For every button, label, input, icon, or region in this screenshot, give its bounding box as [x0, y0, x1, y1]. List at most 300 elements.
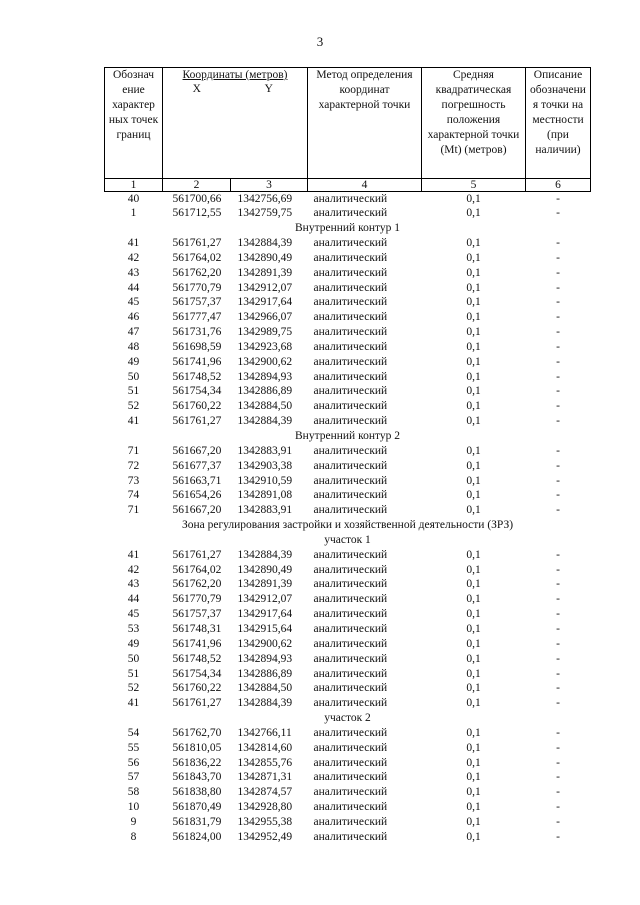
point-number-cell: 71	[127, 504, 140, 517]
table-row	[105, 667, 591, 682]
error-cell: 0,1	[466, 801, 481, 814]
y-coordinate-cell: 1342874,57	[237, 786, 293, 799]
column-number: 1	[105, 178, 163, 191]
point-number-cell: 41	[127, 415, 140, 428]
point-number-cell: 52	[127, 400, 140, 413]
description-cell: -	[556, 415, 560, 428]
x-coordinate-cell: 561748,52	[172, 370, 222, 383]
description-cell: -	[556, 251, 560, 264]
y-coordinate-cell: 1342883,91	[237, 504, 293, 517]
y-coordinate-cell: 1342886,89	[237, 385, 293, 398]
x-coordinate-cell: 561754,34	[172, 385, 222, 398]
description-cell: -	[556, 385, 560, 398]
point-number-cell: 41	[127, 548, 140, 561]
method-cell: аналитический	[313, 370, 388, 383]
error-cell: 0,1	[466, 415, 481, 428]
table-row	[105, 266, 591, 281]
error-cell: 0,1	[466, 400, 481, 413]
x-coordinate-cell: 561770,79	[172, 281, 222, 294]
section-title: Внутренний контур 1	[295, 222, 400, 235]
x-coordinate-cell: 561741,96	[172, 355, 222, 368]
description-cell: -	[556, 563, 560, 576]
table-row	[105, 355, 591, 370]
point-number-cell: 9	[130, 815, 137, 828]
method-cell: аналитический	[313, 593, 388, 606]
error-cell: 0,1	[466, 622, 481, 635]
x-coordinate-cell: 561731,76	[172, 326, 222, 339]
error-cell: 0,1	[466, 741, 481, 754]
point-number-cell: 56	[127, 756, 140, 769]
description-cell: -	[556, 593, 560, 606]
table-row	[105, 815, 591, 830]
x-coordinate-cell: 561677,37	[172, 459, 222, 472]
error-cell: 0,1	[466, 682, 481, 695]
method-cell: аналитический	[313, 697, 388, 710]
column-number: 5	[422, 178, 526, 191]
header-method: Метод определения координат характерной точки	[308, 68, 422, 179]
x-coordinate-cell: 561764,02	[172, 563, 222, 576]
y-coordinate-cell: 1342910,59	[237, 474, 293, 487]
y-coordinate-cell: 1342903,38	[237, 459, 293, 472]
description-cell: -	[556, 608, 560, 621]
x-coordinate-cell: 561754,34	[172, 667, 222, 680]
description-cell: -	[556, 326, 560, 339]
y-coordinate-cell: 1342871,31	[237, 771, 293, 784]
point-number-cell: 40	[127, 192, 140, 205]
table-body	[105, 68, 591, 845]
column-number: 2	[163, 178, 231, 191]
method-cell: аналитический	[313, 489, 388, 502]
coordinates-table	[104, 67, 591, 845]
x-coordinate-cell: 561761,27	[172, 237, 222, 250]
table-row	[105, 340, 591, 355]
method-cell: аналитический	[313, 801, 388, 814]
y-coordinate-cell: 1342900,62	[237, 637, 293, 650]
x-coordinate-cell: 561824,00	[172, 830, 222, 843]
x-coordinate-cell: 561712,55	[172, 207, 222, 220]
point-number-cell: 55	[127, 741, 140, 754]
point-number-cell: 53	[127, 622, 140, 635]
error-cell: 0,1	[466, 815, 481, 828]
point-number-cell: 45	[127, 296, 140, 309]
error-cell: 0,1	[466, 474, 481, 487]
header-row-1	[105, 68, 591, 84]
error-cell: 0,1	[466, 771, 481, 784]
description-cell: -	[556, 637, 560, 650]
method-cell: аналитический	[313, 741, 388, 754]
header-coordinates: Координаты (метров)	[163, 68, 308, 84]
point-number-cell: 52	[127, 682, 140, 695]
error-cell: 0,1	[466, 281, 481, 294]
point-number-cell: 49	[127, 637, 140, 650]
error-cell: 0,1	[466, 192, 481, 205]
header-y: Y	[231, 83, 308, 178]
point-number-cell: 49	[127, 355, 140, 368]
y-coordinate-cell: 1342912,07	[237, 281, 293, 294]
table-row	[105, 592, 591, 607]
description-cell: -	[556, 355, 560, 368]
column-number: 3	[231, 178, 308, 191]
error-cell: 0,1	[466, 444, 481, 457]
table-row	[105, 488, 591, 503]
method-cell: аналитический	[313, 355, 388, 368]
table-row	[105, 741, 591, 756]
method-cell: аналитический	[313, 786, 388, 799]
error-cell: 0,1	[466, 548, 481, 561]
error-cell: 0,1	[466, 311, 481, 324]
description-cell: -	[556, 237, 560, 250]
x-coordinate-cell: 561838,80	[172, 786, 222, 799]
method-cell: аналитический	[313, 815, 388, 828]
y-coordinate-cell: 1342891,39	[237, 578, 293, 591]
point-number-cell: 8	[130, 830, 137, 843]
method-cell: аналитический	[313, 682, 388, 695]
table-row	[105, 696, 591, 711]
y-coordinate-cell: 1342884,39	[237, 697, 293, 710]
description-cell: -	[556, 474, 560, 487]
error-cell: 0,1	[466, 459, 481, 472]
y-coordinate-cell: 1342884,50	[237, 400, 293, 413]
y-coordinate-cell: 1342966,07	[237, 311, 293, 324]
method-cell: аналитический	[313, 415, 388, 428]
error-cell: 0,1	[466, 340, 481, 353]
method-cell: аналитический	[313, 237, 388, 250]
method-cell: аналитический	[313, 830, 388, 843]
y-coordinate-cell: 1342928,80	[237, 801, 293, 814]
table-row	[105, 770, 591, 785]
y-coordinate-cell: 1342756,69	[237, 192, 293, 205]
table-row	[105, 785, 591, 800]
description-cell: -	[556, 578, 560, 591]
point-number-cell: 51	[127, 667, 140, 680]
error-cell: 0,1	[466, 652, 481, 665]
table-row	[105, 577, 591, 592]
method-cell: аналитический	[313, 296, 388, 309]
y-coordinate-cell: 1342884,39	[237, 548, 293, 561]
section-title-row	[105, 533, 591, 548]
error-cell: 0,1	[466, 667, 481, 680]
header-x: X	[163, 83, 231, 178]
point-number-cell: 48	[127, 340, 140, 353]
method-cell: аналитический	[313, 326, 388, 339]
method-cell: аналитический	[313, 385, 388, 398]
error-cell: 0,1	[466, 563, 481, 576]
table-row	[105, 399, 591, 414]
x-coordinate-cell: 561667,20	[172, 504, 222, 517]
method-cell: аналитический	[313, 192, 388, 205]
point-number-cell: 41	[127, 697, 140, 710]
table-row	[105, 310, 591, 325]
point-number-cell: 44	[127, 281, 140, 294]
x-coordinate-cell: 561831,79	[172, 815, 222, 828]
section-title-row	[105, 429, 591, 444]
y-coordinate-cell: 1342952,49	[237, 830, 293, 843]
x-coordinate-cell: 561698,59	[172, 340, 222, 353]
x-coordinate-cell: 561748,31	[172, 622, 222, 635]
table-row	[105, 726, 591, 741]
method-cell: аналитический	[313, 504, 388, 517]
description-cell: -	[556, 459, 560, 472]
x-coordinate-cell: 561741,96	[172, 637, 222, 650]
error-cell: 0,1	[466, 296, 481, 309]
table-row	[105, 370, 591, 385]
table-row	[105, 474, 591, 489]
error-cell: 0,1	[466, 326, 481, 339]
description-cell: -	[556, 622, 560, 635]
point-number-cell: 44	[127, 593, 140, 606]
description-cell: -	[556, 266, 560, 279]
method-cell: аналитический	[313, 251, 388, 264]
error-cell: 0,1	[466, 756, 481, 769]
table-row	[105, 637, 591, 652]
method-cell: аналитический	[313, 771, 388, 784]
point-number-cell: 54	[127, 726, 140, 739]
y-coordinate-cell: 1342884,50	[237, 682, 293, 695]
description-cell: -	[556, 504, 560, 517]
x-coordinate-cell: 561663,71	[172, 474, 222, 487]
description-cell: -	[556, 400, 560, 413]
error-cell: 0,1	[466, 593, 481, 606]
point-number-cell: 72	[127, 459, 140, 472]
method-cell: аналитический	[313, 444, 388, 457]
method-cell: аналитический	[313, 756, 388, 769]
description-cell: -	[556, 726, 560, 739]
point-number-cell: 43	[127, 578, 140, 591]
x-coordinate-cell: 561761,27	[172, 697, 222, 710]
description-cell: -	[556, 652, 560, 665]
page-number: 3	[316, 34, 324, 49]
table-row	[105, 251, 591, 266]
point-number-cell: 50	[127, 652, 140, 665]
table-row	[105, 295, 591, 310]
description-cell: -	[556, 830, 560, 843]
x-coordinate-cell: 561760,22	[172, 400, 222, 413]
description-cell: -	[556, 340, 560, 353]
y-coordinate-cell: 1342894,93	[237, 370, 293, 383]
point-number-cell: 41	[127, 237, 140, 250]
x-coordinate-cell: 561757,37	[172, 296, 222, 309]
point-number-cell: 43	[127, 266, 140, 279]
header-point-designation: Обознач ение характер ных точек границ	[105, 68, 163, 179]
description-cell: -	[556, 801, 560, 814]
error-cell: 0,1	[466, 726, 481, 739]
method-cell: аналитический	[313, 340, 388, 353]
error-cell: 0,1	[466, 697, 481, 710]
table-row	[105, 830, 591, 845]
x-coordinate-cell: 561700,66	[172, 192, 222, 205]
y-coordinate-cell: 1342917,64	[237, 608, 293, 621]
y-coordinate-cell: 1342894,93	[237, 652, 293, 665]
description-cell: -	[556, 815, 560, 828]
x-coordinate-cell: 561757,37	[172, 608, 222, 621]
x-coordinate-cell: 561762,20	[172, 578, 222, 591]
point-number-cell: 57	[127, 771, 140, 784]
y-coordinate-cell: 1342917,64	[237, 296, 293, 309]
error-cell: 0,1	[466, 237, 481, 250]
point-number-cell: 47	[127, 326, 140, 339]
y-coordinate-cell: 1342923,68	[237, 340, 293, 353]
y-coordinate-cell: 1342891,08	[237, 489, 293, 502]
table-row	[105, 384, 591, 399]
error-cell: 0,1	[466, 207, 481, 220]
y-coordinate-cell: 1342886,89	[237, 667, 293, 680]
description-cell: -	[556, 192, 560, 205]
x-coordinate-cell: 561761,27	[172, 548, 222, 561]
y-coordinate-cell: 1342900,62	[237, 355, 293, 368]
point-number-cell: 50	[127, 370, 140, 383]
y-coordinate-cell: 1342955,38	[237, 815, 293, 828]
x-coordinate-cell: 561760,22	[172, 682, 222, 695]
x-coordinate-cell: 561762,20	[172, 266, 222, 279]
point-number-cell: 46	[127, 311, 140, 324]
y-coordinate-cell: 1342891,39	[237, 266, 293, 279]
description-cell: -	[556, 548, 560, 561]
point-number-cell: 45	[127, 608, 140, 621]
error-cell: 0,1	[466, 489, 481, 502]
error-cell: 0,1	[466, 608, 481, 621]
table-row	[105, 236, 591, 251]
y-coordinate-cell: 1342884,39	[237, 415, 293, 428]
x-coordinate-cell: 561748,52	[172, 652, 222, 665]
error-cell: 0,1	[466, 266, 481, 279]
error-cell: 0,1	[466, 578, 481, 591]
x-coordinate-cell: 561762,70	[172, 726, 222, 739]
x-coordinate-cell: 561777,47	[172, 311, 222, 324]
table-row	[105, 652, 591, 667]
x-coordinate-cell: 561870,49	[172, 801, 222, 814]
point-number-cell: 42	[127, 251, 140, 264]
y-coordinate-cell: 1342890,49	[237, 251, 293, 264]
table-row	[105, 414, 591, 429]
y-coordinate-cell: 1342915,64	[237, 622, 293, 635]
point-number-cell: 51	[127, 385, 140, 398]
section-title-row	[105, 711, 591, 726]
description-cell: -	[556, 489, 560, 502]
description-cell: -	[556, 667, 560, 680]
error-cell: 0,1	[466, 370, 481, 383]
description-cell: -	[556, 682, 560, 695]
y-coordinate-cell: 1342883,91	[237, 444, 293, 457]
point-number-cell: 42	[127, 563, 140, 576]
method-cell: аналитический	[313, 726, 388, 739]
y-coordinate-cell: 1342759,75	[237, 207, 293, 220]
y-coordinate-cell: 1342766,11	[237, 726, 292, 739]
error-cell: 0,1	[466, 385, 481, 398]
description-cell: -	[556, 311, 560, 324]
description-cell: -	[556, 786, 560, 799]
description-cell: -	[556, 697, 560, 710]
y-coordinate-cell: 1342912,07	[237, 593, 293, 606]
method-cell: аналитический	[313, 207, 388, 220]
description-cell: -	[556, 296, 560, 309]
method-cell: аналитический	[313, 548, 388, 561]
method-cell: аналитический	[313, 459, 388, 472]
x-coordinate-cell: 561810,05	[172, 741, 222, 754]
table-row	[105, 622, 591, 637]
method-cell: аналитический	[313, 652, 388, 665]
y-coordinate-cell: 1342884,39	[237, 237, 293, 250]
method-cell: аналитический	[313, 637, 388, 650]
column-number: 6	[526, 178, 591, 191]
table-row	[105, 191, 591, 206]
method-cell: аналитический	[313, 578, 388, 591]
header-description: Описание обозначени я точки на местности (при наличии)	[526, 68, 591, 179]
table-row	[105, 563, 591, 578]
section-title-row	[105, 221, 591, 236]
error-cell: 0,1	[466, 251, 481, 264]
error-cell: 0,1	[466, 355, 481, 368]
description-cell: -	[556, 771, 560, 784]
method-cell: аналитический	[313, 266, 388, 279]
table-row	[105, 800, 591, 815]
description-cell: -	[556, 756, 560, 769]
description-cell: -	[556, 741, 560, 754]
x-coordinate-cell: 561654,26	[172, 489, 222, 502]
point-number-cell: 74	[127, 489, 140, 502]
point-number-cell: 73	[127, 474, 140, 487]
error-cell: 0,1	[466, 786, 481, 799]
column-number: 4	[308, 178, 422, 191]
section-title: участок 1	[324, 533, 371, 546]
point-number-cell: 58	[127, 786, 140, 799]
point-number-cell: 1	[130, 207, 137, 220]
method-cell: аналитический	[313, 608, 388, 621]
table-row	[105, 206, 591, 221]
y-coordinate-cell: 1342989,75	[237, 326, 293, 339]
table-row	[105, 681, 591, 696]
section-title: участок 2	[324, 712, 371, 725]
column-numbers-row	[105, 178, 591, 191]
section-title: Зона регулирования застройки и хозяйственной деятельности (ЗРЗ)	[181, 519, 514, 532]
point-number-cell: 71	[127, 444, 140, 457]
description-cell: -	[556, 370, 560, 383]
table-row	[105, 548, 591, 563]
method-cell: аналитический	[313, 311, 388, 324]
x-coordinate-cell: 561764,02	[172, 251, 222, 264]
header-mean-error: Средняя квадратическая погрешность положения характерной точки (Mt) (метров)	[422, 68, 526, 179]
method-cell: аналитический	[313, 474, 388, 487]
error-cell: 0,1	[466, 830, 481, 843]
table-row	[105, 756, 591, 771]
table-row	[105, 444, 591, 459]
x-coordinate-cell: 561761,27	[172, 415, 222, 428]
point-number-cell: 10	[127, 801, 140, 814]
x-coordinate-cell: 561836,22	[172, 756, 222, 769]
y-coordinate-cell: 1342855,76	[237, 756, 293, 769]
method-cell: аналитический	[313, 563, 388, 576]
description-cell: -	[556, 207, 560, 220]
method-cell: аналитический	[313, 281, 388, 294]
table-row	[105, 459, 591, 474]
method-cell: аналитический	[313, 622, 388, 635]
table-row	[105, 281, 591, 296]
error-cell: 0,1	[466, 504, 481, 517]
section-title: Внутренний контур 2	[295, 430, 400, 442]
table-row	[105, 325, 591, 340]
description-cell: -	[556, 444, 560, 457]
y-coordinate-cell: 1342814,60	[237, 741, 293, 754]
method-cell: аналитический	[313, 400, 388, 413]
section-title-row	[105, 518, 591, 533]
description-cell: -	[556, 281, 560, 294]
y-coordinate-cell: 1342890,49	[237, 563, 293, 576]
x-coordinate-cell: 561667,20	[172, 444, 222, 457]
method-cell: аналитический	[313, 667, 388, 680]
x-coordinate-cell: 561843,70	[172, 771, 222, 784]
table-row	[105, 503, 591, 518]
error-cell: 0,1	[466, 637, 481, 650]
x-coordinate-cell: 561770,79	[172, 593, 222, 606]
